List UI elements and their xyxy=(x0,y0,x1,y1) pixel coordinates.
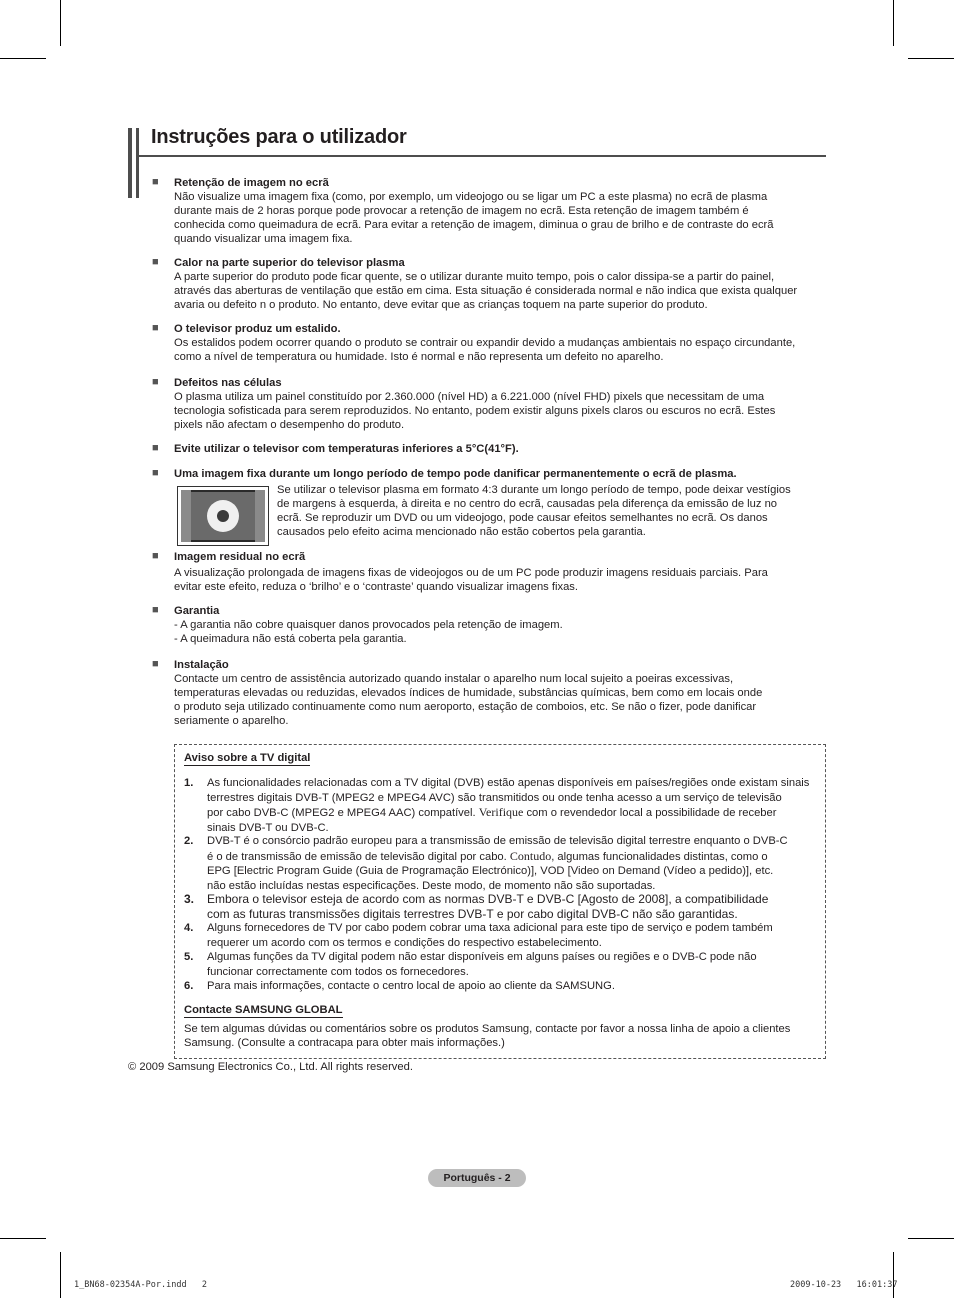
section-heading: Instalação xyxy=(174,659,229,671)
item-number: 6. xyxy=(184,980,194,992)
section-image-retention xyxy=(152,177,832,247)
body-line: o produto seja utilizado continuamente como num aeroporto, estação de comboios, etc. Se não o fizer, pode danificar xyxy=(174,700,757,713)
item-number: 5. xyxy=(184,951,194,963)
print-slug-timestamp: 2009-10-23 16:01:37 xyxy=(790,1280,898,1290)
contact-line: Se tem algumas dúvidas ou comentários sobre os produtos Samsung, contacte por favor a nossa linha de apoio a clientes xyxy=(184,1023,791,1035)
bullet-icon: ■ xyxy=(152,376,159,388)
bullet-icon: ■ xyxy=(152,322,159,334)
item-number: 4. xyxy=(184,922,194,934)
section-body xyxy=(174,337,832,365)
item-text xyxy=(207,979,819,994)
section-body xyxy=(174,673,832,729)
bullet-icon: ■ xyxy=(152,256,159,268)
body-line: O plasma utiliza um painel constituído por 2.360.000 (nível HD) a 6.221.000 (nível FHD) pixels que necessitam de uma xyxy=(174,390,765,403)
contact-title: Contacte SAMSUNG GLOBAL xyxy=(184,1004,343,1016)
body-line: ecrã. Se reproduzir um DVD ou um videojogo, pode causar efeitos semelhantes no ecrã. Os danos xyxy=(277,511,768,524)
body-line: A visualização prolongada de imagens fixas de videojogos ou de um PC pode produzir imagens residuais parciais. Para xyxy=(174,566,768,579)
item-number: 2. xyxy=(184,835,194,847)
section-body xyxy=(174,391,832,433)
section-heading: Retenção de imagem no ecrã xyxy=(174,177,329,189)
item-number: 1. xyxy=(184,777,194,789)
bullet-icon: ■ xyxy=(152,604,159,616)
item-line: EPG [Electric Program Guide (Guia de Programação Electrónico)], VOD [Video on Demand (Vídeo a pedido)], etc. xyxy=(207,865,774,877)
item-text xyxy=(207,892,819,922)
item-line: requerer um acordo com os termos e condições do respectivo estabelecimento. xyxy=(207,936,602,949)
section-residual-image xyxy=(152,551,832,595)
item-line: Embora o televisor esteja de acordo com as normas DVB-T e DVB-C [Agosto de 2008], a compatibilidade xyxy=(207,892,769,906)
item-line xyxy=(207,849,819,865)
print-slug-file: 1_BN68-02354A-Por.indd 2 xyxy=(74,1280,208,1290)
item-line: DVB-T é o consórcio padrão europeu para a transmissão de emissão de televisão digital terrestre enquanto o DVB-C xyxy=(207,835,788,847)
item-line: terrestres digitais DVB-T (MPEG2 e MPEG4 AVC) são transmitidos ou onde tenha acesso a um serviço de televisão xyxy=(207,791,782,804)
tv-screen-image xyxy=(181,490,265,542)
section-installation xyxy=(152,659,832,729)
body-line: Os estalidos podem ocorrer quando o produto se contrair ou expandir devido a mudanças ambientais no espaço circundante, xyxy=(174,336,796,349)
item-line: não estão incluídas nestas especificações. Deste modo, de momento não são suportadas. xyxy=(207,879,656,892)
body-line: evitar este efeito, reduza o ‘brilho’ e o ‘contraste’ quando visualizar imagens fixas. xyxy=(174,580,579,593)
bullet-icon: ■ xyxy=(152,442,159,454)
side-bar xyxy=(181,490,191,542)
body-line: como a nível de temperatura ou humidade. Isto é normal e não representa um defeito no aparelho. xyxy=(174,350,664,363)
section-fixed-image xyxy=(152,468,832,482)
bullet-icon: ■ xyxy=(152,658,159,670)
crop-mark xyxy=(908,1238,954,1239)
notice-item xyxy=(184,834,819,893)
body-line: tecnologia sofisticada para serem reproduzidos. No entanto, podem existir alguns pixels claros ou escuros no ecrã. Estes xyxy=(174,404,776,417)
section-body xyxy=(174,191,832,247)
body-line: causados pelo efeito acima mencionado não estão cobertos pela garantia. xyxy=(277,525,646,538)
text-span: , algumas funcionalidades distintas, como o xyxy=(551,850,768,863)
notice-item xyxy=(184,950,819,979)
body-line: Contacte um centro de assistência autorizado quando instalar o aparelho num local sujeito a poeiras excessivas, xyxy=(174,672,734,685)
text-span: Contudo xyxy=(509,848,552,863)
bullet-icon: ■ xyxy=(152,467,159,479)
body-line: através das aberturas de ventilação que estão em cima. Esta situação é considerada normal e não indica que exista qualquer xyxy=(174,284,798,297)
crop-mark xyxy=(0,58,46,59)
section-heading: Garantia xyxy=(174,605,220,617)
page-number-badge: Português - 2 xyxy=(428,1169,526,1187)
bullet-icon: ■ xyxy=(152,176,159,188)
item-line: Para mais informações, contacte o centro local de apoio ao cliente da SAMSUNG. xyxy=(207,980,615,992)
body-line: - A garantia não cobre quaisquer danos provocados pela retenção de imagem. xyxy=(174,618,563,631)
body-line: temperaturas elevadas ou reduzidas, elevados índices de humidade, substâncias químicas, bem como em locais onde xyxy=(174,686,763,699)
section-heading: Evite utilizar o televisor com temperaturas inferiores a 5°C(41°F). xyxy=(174,443,519,455)
section-crackling xyxy=(152,323,832,365)
item-text xyxy=(207,950,819,979)
title-rule xyxy=(139,155,826,157)
item-line: Alguns fornecedores de TV por cabo podem cobrar uma taxa adicional para este tipo de serviço e podem também xyxy=(207,922,773,934)
title-accent-bar xyxy=(128,128,132,198)
section-temperature xyxy=(152,443,832,457)
section-heading: Defeitos nas células xyxy=(174,377,282,389)
flower-center xyxy=(217,510,229,522)
section-cell-defects xyxy=(152,377,832,433)
body-line: seriamente o aparelho. xyxy=(174,714,289,727)
crop-mark xyxy=(60,1252,61,1298)
item-text xyxy=(207,834,819,893)
text-span: é o de transmissão de emissão de televisão digital por cabo. xyxy=(207,850,510,863)
item-text xyxy=(207,921,819,950)
page-title: Instruções para o utilizador xyxy=(151,126,407,148)
item-line: Algumas funções da TV digital podem não estar disponíveis em alguns países ou regiões e o DVB-C pode não xyxy=(207,951,757,963)
item-number: 3. xyxy=(184,892,195,906)
text-span: por cabo DVB-C (MPEG2 e MPEG4 AAC) compatível. xyxy=(207,807,479,819)
crop-mark xyxy=(893,0,894,46)
crop-mark xyxy=(908,58,954,59)
crop-mark xyxy=(60,0,61,46)
notice-item xyxy=(184,776,819,835)
section-body xyxy=(174,619,832,647)
body-line: A parte superior do produto pode ficar quente, se o utilizar durante muito tempo, pois o calor dissipa-se a partir do painel, xyxy=(174,270,775,283)
text-span: Verifique xyxy=(478,805,524,819)
crop-mark xyxy=(0,1238,46,1239)
body-line: Se utilizar o televisor plasma em formato 4:3 durante um longo período de tempo, pode deixar vestígios xyxy=(277,484,791,496)
tv-4-3-image xyxy=(177,486,269,546)
crop-mark xyxy=(893,1252,894,1298)
item-line: sinais DVB-T ou DVB-C. xyxy=(207,821,329,834)
section-heading: Calor na parte superior do televisor plasma xyxy=(174,257,405,269)
body-line: durante mais de 2 horas porque pode provocar a retenção de imagem no ecrã. Esta retenção de imagem também é xyxy=(174,204,749,217)
item-line xyxy=(207,805,819,821)
item-line: As funcionalidades relacionadas com a TV digital (DVB) estão apenas disponíveis em países/regiões onde existam sinais xyxy=(207,777,810,789)
body-line: de margens à esquerda, à direita e no centro do ecrã, causadas pela diferença da emissão de luz no xyxy=(277,497,778,510)
item-line: com as futuras transmissões digitais terrestres DVB-T e por cabo digital DVB-C não são garantidas. xyxy=(207,907,738,921)
item-line: funcionar correctamente com todos os fornecedores. xyxy=(207,965,469,978)
side-bar xyxy=(255,490,265,542)
section-heading: Uma imagem fixa durante um longo período de tempo pode danificar permanentemente o ecrã de plasma. xyxy=(174,468,737,480)
bullet-icon: ■ xyxy=(152,550,159,562)
section-heading: O televisor produz um estalido. xyxy=(174,323,341,335)
body-line: Não visualize uma imagem fixa (como, por exemplo, um videojogo ou se ligar um PC a este plasma) no ecrã de plasma xyxy=(174,190,768,203)
contact-body xyxy=(184,1022,790,1051)
contact-line: Samsung. (Consulte a contracapa para obter mais informações.) xyxy=(184,1037,505,1050)
copyright: © 2009 Samsung Electronics Co., Ltd. All rights reserved. xyxy=(128,1061,413,1073)
body-line: pixels não afectam o desempenho do produto. xyxy=(174,418,405,431)
item-text xyxy=(207,776,819,835)
section-heat xyxy=(152,257,832,313)
text-span: com o revendedor local a possibilidade de receber xyxy=(523,807,777,819)
section-heading: Imagem residual no ecrã xyxy=(174,551,306,563)
screen xyxy=(191,492,255,540)
section-warranty xyxy=(152,605,832,647)
body-line: conhecida como queimadura de ecrã. Para evitar a retenção de imagem, diminua o grau de brilho e de contraste do ecrã xyxy=(174,218,774,231)
section-body xyxy=(174,567,832,595)
digital-tv-notice-box xyxy=(174,744,826,1059)
body-line: quando visualizar uma imagem fixa. xyxy=(174,232,353,245)
section-body xyxy=(174,271,832,313)
fixed-image-text xyxy=(277,484,791,540)
notice-item xyxy=(184,921,819,950)
body-line: - A queimadura não está coberta pela garantia. xyxy=(174,632,407,645)
notice-item xyxy=(184,979,819,994)
notice-title: Aviso sobre a TV digital xyxy=(184,752,311,764)
title-accent-bar xyxy=(136,128,139,198)
notice-item xyxy=(184,892,819,922)
body-line: avaria ou defeito n o produto. No entanto, deve evitar que as crianças toquem na parte superior do produto. xyxy=(174,298,708,311)
